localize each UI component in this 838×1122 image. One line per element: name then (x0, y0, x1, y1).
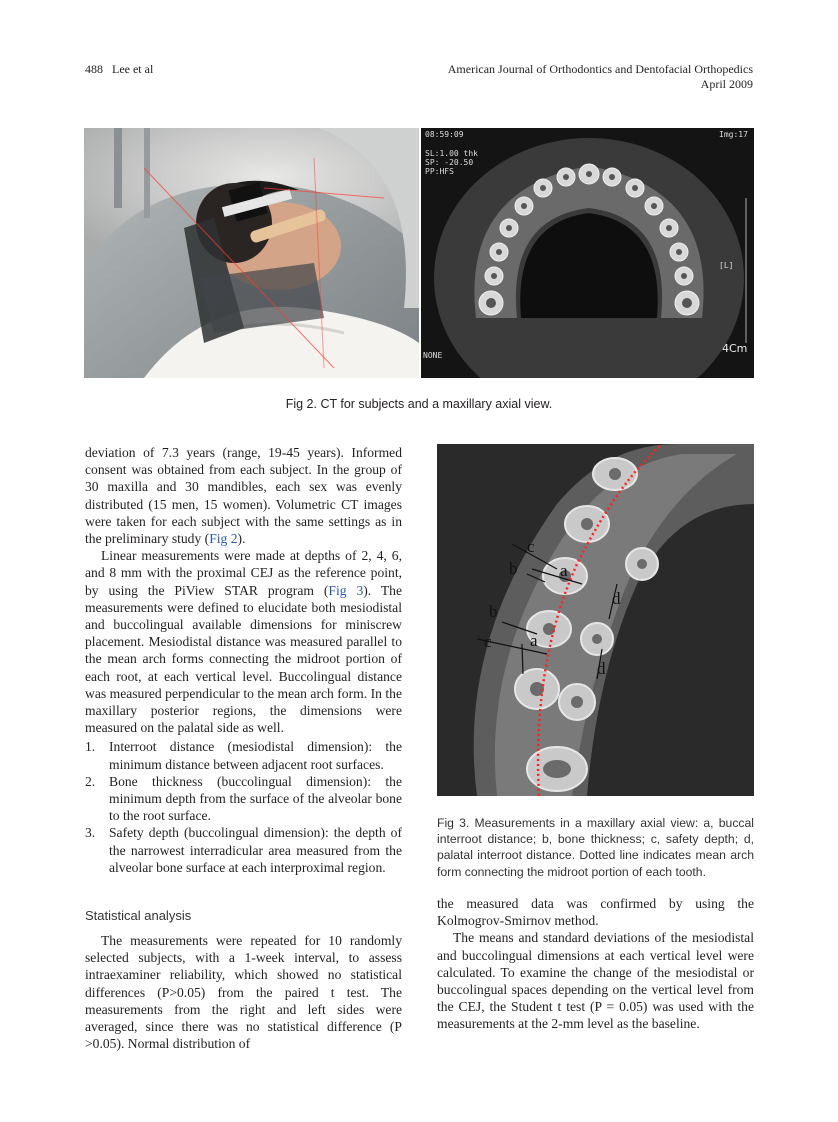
figure3-measurements (437, 444, 754, 796)
label-c-upper: c (527, 537, 535, 556)
label-d-lower: d (597, 659, 606, 678)
ct-patient-photo (84, 128, 419, 378)
ct-axial-scan (421, 128, 754, 378)
ct-bottom-left: NONE (423, 351, 443, 360)
label-c-lower: c (484, 632, 492, 651)
issue-date: April 2009 (700, 77, 753, 91)
ct-side-marker: [L] (719, 261, 734, 270)
left-column-bottom (85, 932, 402, 1052)
label-b-upper: b (509, 559, 518, 578)
list-item: 2. Bone thickness (buccolingual dimension): the minimum depth from the surface of the alveolar bone to the root surface. (85, 773, 402, 824)
figure2-ct-axial (421, 128, 754, 378)
paragraph-linear-measurements: Linear measurements were made at depths of 2, 4, 6, and 8 mm with the proximal CEJ as the reference point, by using the PiView STAR program (Fig 3). The measurements were defined to elucidate both mesiodistal and buccolingual available dimensions for miniscrew placement. Mesiodistal distance was measured parallel to the mean arch forms connecting the midroot portion of each root, at each vertical level. Buccolingual distance was measured perpendicular to the mean arch form. In the maxillary posterior regions, the dimensions were measured on the palatal side as well. (85, 548, 402, 736)
page-number: 488 (85, 62, 103, 76)
ct-time: 08:59:09 (425, 130, 464, 139)
paragraph-normality: the measured data was confirmed by using the Kolmogrov-Smirnov method. (437, 896, 754, 929)
figure2-photo (84, 128, 419, 378)
list-item: 3. Safety depth (buccolingual dimension): the depth of the narrowest interradicular area measured from the alveolar bone surface at each interproximal region. (85, 825, 402, 875)
list-item: 1. Interroot distance (mesiodistal dimension): the minimum distance between adjacent root surfaces. (85, 739, 402, 772)
running-header-left (85, 62, 153, 77)
right-column-bottom (437, 895, 754, 1033)
ct-sp: SP: -20.50 (425, 158, 474, 167)
ct-scale: 4Cm (722, 342, 748, 355)
label-b-lower: b (489, 602, 498, 621)
running-header-right (448, 62, 753, 92)
label-d-upper: d (612, 589, 621, 608)
figure2-caption: Fig 2. CT for subjects and a maxillary axial view. (285, 397, 553, 411)
measurement-definitions-list (85, 738, 402, 876)
section-heading-statistical-analysis: Statistical analysis (85, 908, 192, 923)
maxillary-axial-measurement-image (437, 444, 754, 796)
fig3-link[interactable]: Fig 3 (328, 582, 364, 598)
ct-img: Img:17 (719, 130, 748, 139)
paragraph-statistics: The measurements were repeated for 10 randomly selected subjects, with a 1-week interval, to assess intraexaminer reliability, which showed no statistical differences (P>0.05) from the paired t test. The measurements from the right and left sides were averaged, since there was no statistical difference (P >0.05). Normal distribution of (85, 933, 402, 1052)
ct-pp: PP:HFS (425, 167, 454, 176)
left-column (85, 444, 402, 876)
figure3-caption: Fig 3. Measurements in a maxillary axial view: a, buccal interroot distance; b, bone thickness; c, safety depth; d, palatal interroot distance. Dotted line indicates mean arch form connecting the midroot portion of each tooth. (437, 816, 754, 879)
paragraph-t-test: The means and standard deviations of the mesiodistal and buccolingual dimensions at each vertical level were calculated. To examine the change of the mesiodistal or buccolingual spaces depending on the vertical level from the CEJ, the Student t test (P = 0.05) was used with the measurements at the 2-mm level as the baseline. (437, 930, 754, 1032)
journal-title: American Journal of Orthodontics and Dentofacial Orthopedics (447, 62, 753, 76)
label-a-lower: a (530, 631, 538, 650)
paragraph-participants: deviation of 7.3 years (range, 19-45 years). Informed consent was obtained from each subject. In the group of 30 maxilla and 30 mandibles, each sex was evenly distributed (15 men, 15 women). Volumetric CT images were taken for each subject with the same settings as in the preliminary study (Fig 2). (85, 445, 402, 547)
fig2-link[interactable]: Fig 2 (209, 531, 238, 547)
ct-slice-thickness: SL:1.00 thk (425, 149, 478, 158)
label-a-upper: a (560, 561, 568, 580)
running-authors: Lee et al (112, 62, 154, 76)
